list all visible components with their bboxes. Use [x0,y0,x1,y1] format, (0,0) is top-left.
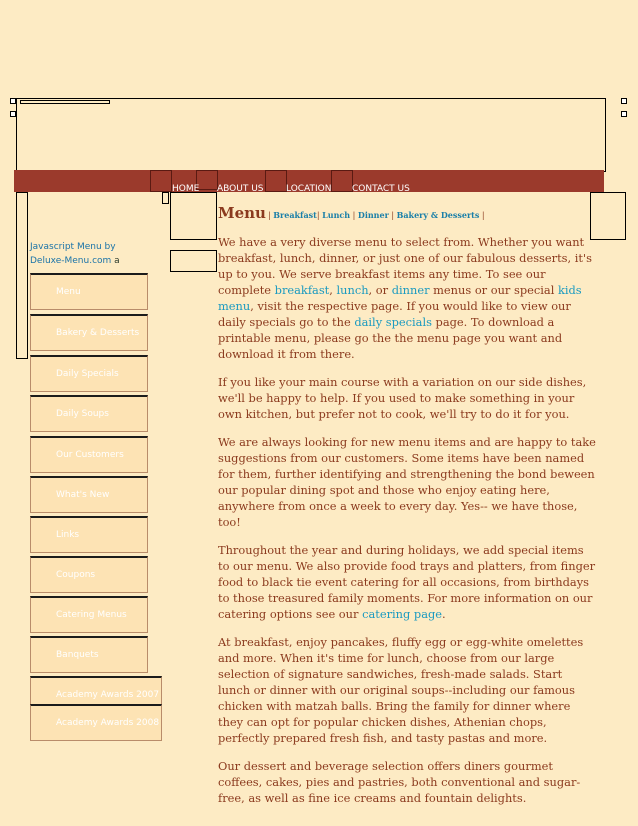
resize-handle-ml [10,111,16,117]
dessert-paragraph: Our dessert and beverage selection offers diners gourmet coffees, cakes, pies and pastries, both conventional and sugar-free, as well as fine ice creams and fountain delights. [218,759,581,805]
page-title: Menu [218,204,266,222]
left-column-frame [16,192,28,359]
side-dishes-paragraph: If you like your main course with a variation on our side dishes, we'll be happy to help. If you used to make something in your own kitchen, but prefer not to cook, we'll try to do it for you. [218,375,587,421]
breakfast-link[interactable]: breakfast [274,283,330,297]
sidebar-item-label: Daily Specials [56,369,119,379]
sidebar-item-label: Catering Menus [56,610,127,620]
resize-handle-tr [621,98,627,104]
sidebar-item-coupons[interactable] [30,556,148,593]
sidebar-item-label: Menu [56,287,81,297]
catering-page-link[interactable]: catering page [362,607,443,621]
small-placeholder-box [162,192,169,204]
subnav-breakfast-link[interactable]: Breakfast [273,210,317,220]
kids-menu-link[interactable]: kids menu [218,283,582,313]
catering-paragraph: Throughout the year and during holidays, we add special items to our menu. We also provide food trays and platters, from finger food to black tie event catering for all occasions, from birthdays to those treasured family moments. For more information on our catering options see our catering page. [218,543,596,621]
sidebar-item-label: Academy Awards 2008 [56,718,160,728]
nav-placeholder-box [265,170,287,192]
deluxe-menu-link[interactable]: Javascript Menu by Deluxe-Menu.com [30,242,116,266]
sidebar-item-links[interactable] [30,516,148,553]
sidebar-item-label: Academy Awards 2007 [56,690,160,700]
sidebar-item-label: Coupons [56,570,96,580]
sidebar-item-daily-specials[interactable] [30,355,148,392]
content-placeholder-box [170,192,217,240]
intro-paragraph: We have a very diverse menu to select from. Whether you want breakfast, lunch, dinner, or just one of our fabulous desserts, it's up to you. We serve breakfast items any time. To see our complete breakfast, lunch, or dinner menus or our special kids menu, visit the respective page. If you would like to view our daily specials go to the daily specials page. To download a printable menu, please go the the menu page you want and download it from there. [218,235,592,361]
menu-subnav: | Breakfast| Lunch | Dinner | Bakery & Desserts | [268,210,485,220]
nav-about-link[interactable]: ABOUT US [217,184,264,194]
nav-placeholder-box [150,170,172,192]
nav-contact-link[interactable]: CONTACT US [352,184,410,194]
right-placeholder-box [590,192,626,240]
sidebar-item-menu[interactable] [30,273,148,310]
sidebar-item-label: Bakery & Desserts [56,328,140,338]
suggestions-paragraph: We are always looking for new menu items and are happy to take suggestions from our customers. Some items have been named for them, further identifying and strengthening the bond beween our popular dining spot and those who enjoy eating here, anywhere from once a week to every day. Yes-- we have those, too! [218,435,596,529]
sidebar-item-daily-soups[interactable] [30,395,148,432]
nav-placeholder-box [331,170,353,192]
sidebar-item-bakery-desserts[interactable] [30,314,148,351]
subnav-lunch-link[interactable]: Lunch [322,210,351,220]
breakfast-lunch-paragraph: At breakfast, enjoy pancakes, fluffy egg or egg-white omelettes and more. When it's time for lunch, choose from our large selection of signature sandwiches, fresh-made salads. Start lunch or dinner with our original soups--including our famous chicken with matzah balls. Bring the family for dinner where they can opt for popular chicken dishes, Athenian chops, perfectly prepared fresh fish, and tasty pastas and more. [218,635,584,745]
subnav-bakery-link[interactable]: Bakery & Desserts [396,210,480,220]
nav-location-link[interactable]: LOCATION [286,184,332,194]
sidebar-item-our-customers[interactable] [30,436,148,473]
content-placeholder-box [170,250,217,272]
daily-specials-link[interactable]: daily specials [354,315,432,329]
sidebar-item-catering-menus[interactable] [30,596,148,633]
resize-handle-mr [621,111,627,117]
resize-handle-tl [10,98,16,104]
sidebar-item-label: Banquets [56,650,99,660]
sidebar-item-banquets[interactable] [30,636,148,673]
sidebar-item-academy-awards-2008[interactable] [30,704,162,741]
sidebar-item-label: What's New [56,490,110,500]
menu-credit: Javascript Menu by Deluxe-Menu.com a [30,242,120,266]
subnav-dinner-link[interactable]: Dinner [357,210,389,220]
lunch-link[interactable]: lunch [336,283,369,297]
sidebar-item-label: Our Customers [56,450,124,460]
sidebar-item-whats-new[interactable] [30,476,148,513]
dinner-link[interactable]: dinner [391,283,430,297]
nav-home-link[interactable]: HOME [172,184,200,194]
sidebar-item-label: Daily Soups [56,409,109,419]
header-banner-frame [16,98,606,172]
header-placeholder-bar [20,100,110,104]
main-content [218,234,596,818]
sidebar-item-label: Links [56,530,80,540]
